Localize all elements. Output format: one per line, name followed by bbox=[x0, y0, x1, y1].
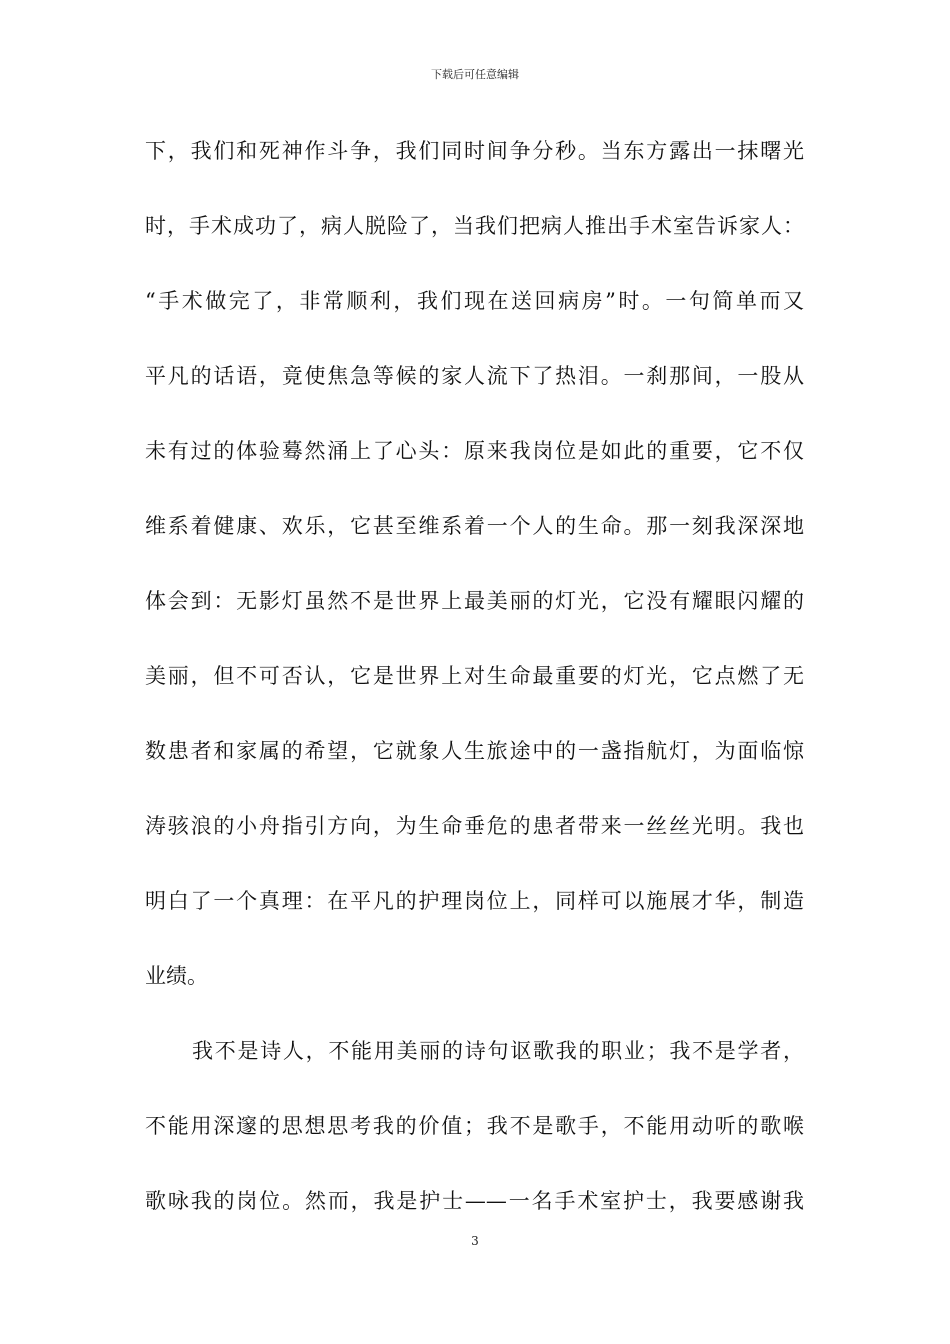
text-line: 未有过的体验蓦然涌上了心头：原来我岗位是如此的重要，它不仅 bbox=[145, 439, 804, 463]
text-line: 时，手术成功了，病人脱险了，当我们把病人推出手术室告诉家人： bbox=[145, 214, 804, 238]
text-line: 下，我们和死神作斗争，我们同时间争分秒。当东方露出一抹曙光 bbox=[145, 139, 804, 163]
text-line: 明白了一个真理：在平凡的护理岗位上，同样可以施展才华，制造 bbox=[145, 889, 804, 913]
page-header: 下载后可任意编辑 bbox=[431, 68, 519, 81]
text-line: 维系着健康、欢乐，它甚至维系着一个人的生命。那一刻我深深地 bbox=[145, 514, 804, 538]
text-line: 平凡的话语，竟使焦急等候的家人流下了热泪。一刹那间，一股从 bbox=[145, 364, 804, 388]
text-line: 业绩。 bbox=[145, 964, 208, 988]
text-line: 不能用深邃的思想思考我的价值；我不是歌手，不能用动听的歌喉 bbox=[145, 1114, 804, 1138]
paragraph-first-line: 我不是诗人，不能用美丽的诗句讴歌我的职业；我不是学者， bbox=[192, 1039, 804, 1063]
page-number: 3 bbox=[471, 1234, 479, 1248]
text-line: 体会到：无影灯虽然不是世界上最美丽的灯光，它没有耀眼闪耀的 bbox=[145, 589, 804, 613]
text-line: “手术做完了，非常顺利，我们现在送回病房”时。一句简单而又 bbox=[145, 289, 804, 313]
text-line: 美丽，但不可否认，它是世界上对生命最重要的灯光，它点燃了无 bbox=[145, 664, 804, 688]
text-line: 数患者和家属的希望，它就象人生旅途中的一盏指航灯，为面临惊 bbox=[145, 739, 804, 763]
text-line: 涛骇浪的小舟指引方向，为生命垂危的患者带来一丝丝光明。我也 bbox=[145, 814, 804, 838]
text-line: 歌咏我的岗位。然而，我是护士——一名手术室护士，我要感谢我 bbox=[145, 1189, 804, 1213]
